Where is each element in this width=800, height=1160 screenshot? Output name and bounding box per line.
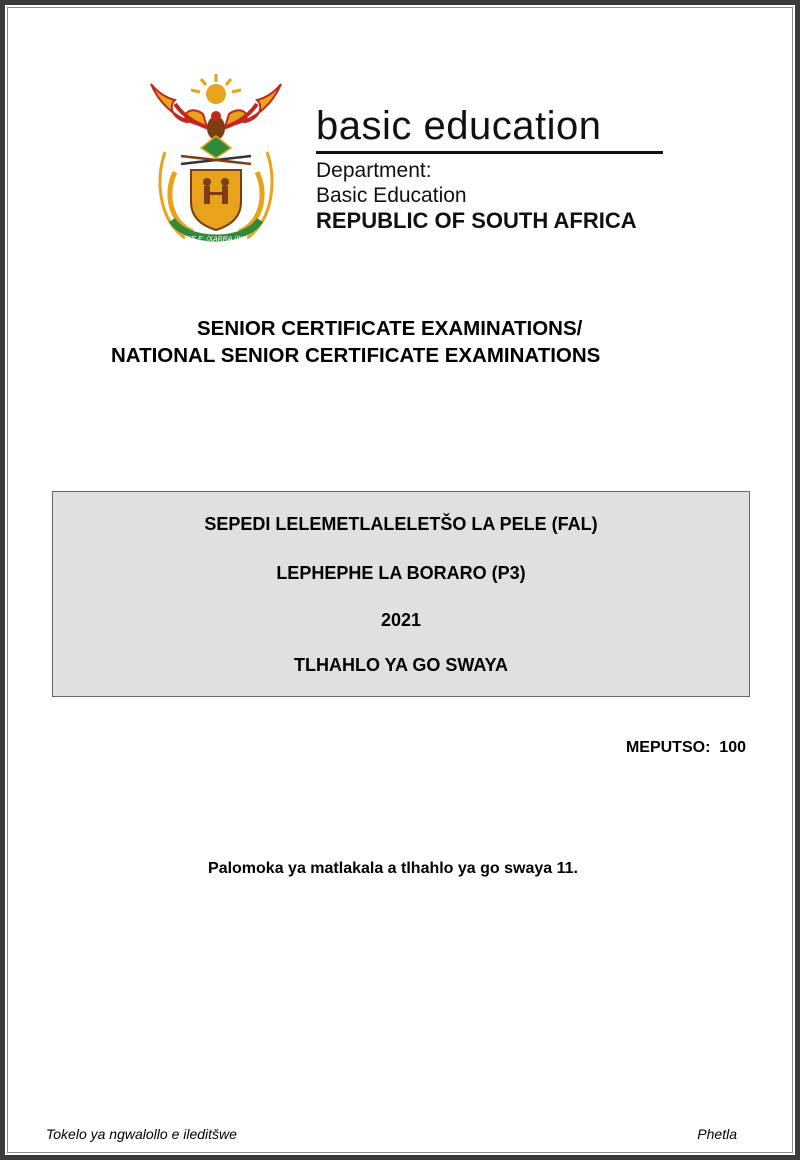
brand-rule-divider [316, 151, 663, 154]
marks-value: 100 [719, 739, 746, 756]
country-name: REPUBLIC OF SOUTH AFRICA [316, 208, 637, 233]
exam-year: 2021 [380, 610, 422, 630]
department-label: Department: [316, 159, 432, 182]
turn-over-footer: Phetla [697, 1126, 737, 1142]
sun-icon [191, 74, 241, 104]
document-type: TLHAHLO YA GO SWAYA [293, 655, 509, 675]
total-marks [626, 739, 746, 757]
paper-number: LEPHEPHE LA BORARO (P3) [276, 563, 526, 583]
department-name: Basic Education [316, 184, 467, 207]
coat-of-arms-icon [145, 72, 287, 250]
copyright-footer: Tokelo ya ngwalollo e ileditšwe [46, 1126, 237, 1142]
motto-text: !KE E: /XARRA //KE [184, 236, 248, 243]
page-count-note: Palomoka ya matlakala a tlhahlo ya go swaya 11. [208, 860, 578, 877]
brand-title: basic education [316, 104, 602, 148]
subject-name: SEPEDI LELEMETLALELETŠO LA PELE (FAL) [204, 514, 598, 534]
subject-box [52, 491, 750, 697]
exam-title-line2: NATIONAL SENIOR CERTIFICATE EXAMINATIONS [111, 344, 601, 367]
exam-title-line1: SENIOR CERTIFICATE EXAMINATIONS/ [197, 317, 583, 340]
marks-label: MEPUTSO: [625, 739, 711, 756]
shield-icon [191, 170, 241, 230]
